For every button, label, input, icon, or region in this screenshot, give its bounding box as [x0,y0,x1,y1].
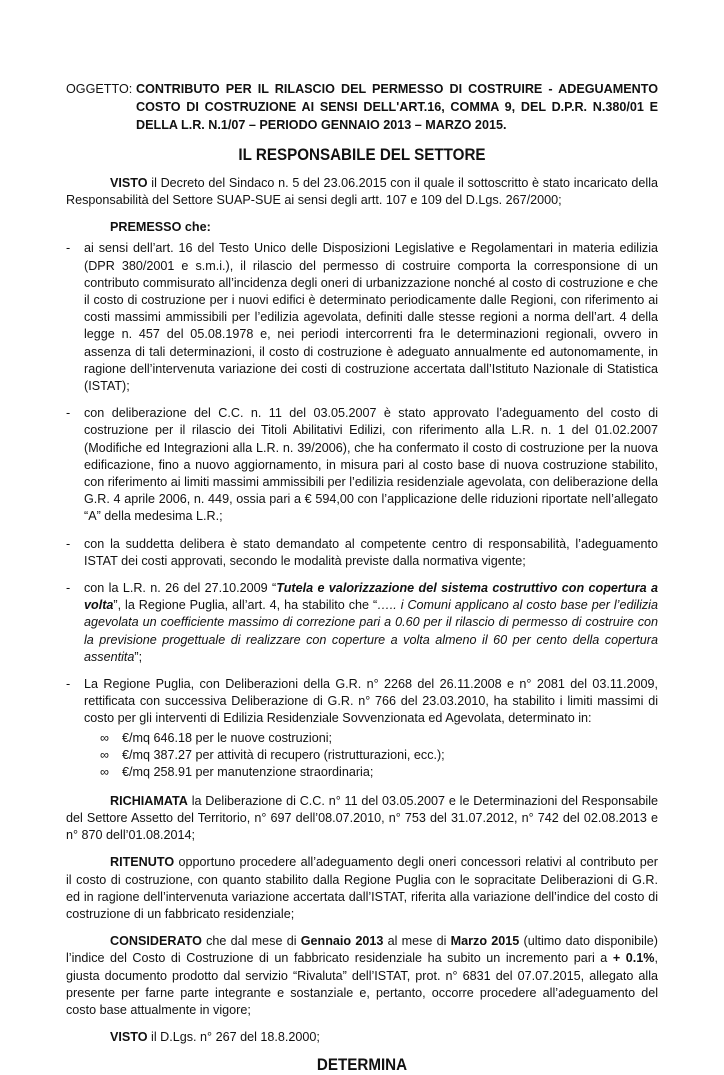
visto-dlgs-label: VISTO [110,1030,148,1045]
subject-label: OGGETTO: [66,82,133,96]
cost-limit-text: €/mq 258.91 per manutenzione straordinaria; [122,764,374,779]
considerato-text-3: (ultimo dato disponibile) l’indice del Costo di Costruzione di un fabbricato residenziale ha subito un incremento pari a [66,934,658,966]
premesso-item [66,405,658,525]
law-reference: con la L.R. n. 26 del 27.10.2009 “ [84,581,277,596]
premesso-item-text: con la suddetta delibera è stato demandato al competente centro di responsabilità, l’adeguamento ISTAT dei costi approvati, secondo le modalità previste dalla normativa vigente; [84,536,658,568]
richiamata-text: la Deliberazione di C.C. n° 11 del 03.05.2007 e le Determinazioni del Responsabile del Settore Assetto del Territorio, n° 697 dell’08.07.2010, n° 753 del 31.07.2012, n° 742 del 02.08.2013 e n° 870 dell’01.08.2014; [66,793,658,843]
subject-block [66,80,658,134]
infinity-bullet-icon: ∞ [100,730,109,745]
ritenuto-text: opportuno procedere all’adeguamento degli oneri concessori relativi al contributo per il costo di costruzione, con quanto stabilito dalla Regione Puglia con le sopracitate Deliberazioni di G.R. ed in ragione dell’intervenuta variazione accertata dall’ISTAT, riferita alla variazione dell’indice del costo di costruzione di un fabbricato residenziale; [66,855,658,921]
determina-heading: DETERMINA [316,1056,408,1075]
considerato-paragraph [66,933,658,1019]
premesso-suffix: che: [181,220,211,235]
considerato-text-4: , giusta documento prodotto dal servizio “Rivaluta” dell’ISTAT, prot. n° 6831 del 07.07.2015, allegato alla presente per farne parte integrante e sostanziale e, pertanto, occorre procedere all’adeguamento del costo base attualmente in vigore; [66,951,658,1017]
ritenuto-label: RITENUTO [110,855,175,870]
end-period: Marzo 2015 [450,934,520,949]
premesso-label: PREMESSO [110,220,182,235]
visto-dlgs-paragraph [66,1029,658,1046]
premesso-heading [110,219,658,236]
premesso-item [66,536,658,570]
richiamata-label: RICHIAMATA [110,793,188,808]
visto-text: il Decreto del Sindaco n. 5 del 23.06.2015 con il quale il sottoscritto è stato incaricato della Responsabilità del Settore SUAP-SUE ai sensi degli artt. 107 e 109 del D.Lgs. 267/2000; [66,176,658,208]
cost-limit-text: €/mq 387.27 per attività di recupero (ristrutturazioni, ecc.); [122,747,445,762]
start-period: Gennaio 2013 [300,934,384,949]
premesso-item [66,580,658,666]
cost-limit-item [66,730,658,747]
infinity-bullet-icon: ∞ [100,764,109,779]
premesso-item [66,676,658,728]
ritenuto-paragraph [66,854,658,923]
visto-label: VISTO [110,176,148,190]
cost-limit-text: €/mq 646.18 per le nuove costruzioni; [122,730,333,745]
considerato-label: CONSIDERATO [110,934,202,949]
law-title: Tutela e valorizzazione del sistema costruttivo con copertura a volta [84,581,658,613]
dash-bullet: - [66,406,71,421]
subject-text: CONTRIBUTO PER IL RILASCIO DEL PERMESSO DI COSTRUIRE - ADEGUAMENTO COSTO DI COSTRUZIONE AI SENSI DELL'ART.16, COMMA 9, DEL D.P.R. N.380/01 E DELLA L.R. N.1/07 – PERIODO GENNAIO 2013 – MARZO 2015. [136,82,658,132]
considerato-text-2: al mese di [383,934,451,949]
law-quote: ….. i Comuni applicano al costo base per l’edilizia agevolata un coefficiente massimo di correzione pari a 0.60 per il rilascio di permesso di costruire con la previsione progettuale di realizzare con coperture a volta almeno il 60 per cento della copertura assentita [84,598,658,664]
document-page [66,80,658,1075]
visto-dlgs-text: il D.Lgs. n° 267 del 18.8.2000; [147,1030,320,1045]
considerato-text-1: che dal mese di [201,934,301,949]
section-heading: IL RESPONSABILE DEL SETTORE [238,146,486,164]
premesso-item-text: ai sensi dell’art. 16 del Testo Unico delle Disposizioni Legislative e Regolamentari in materia edilizia (DPR 380/2001 e s.m.i.), il rilascio del permesso di costruire comporta la corresponsione di un contributo commisurato all’incidenza degli oneri di urbanizzazione nonché al costo di costruzione e che il costo di costruzione per i nuovi edifici è determinato periodicamente dalle Regioni, con riferimento ai costi massimi ammissibili per l’edilizia agevolata, definiti dalle stesse regioni a norma dell’art. 4 della legge n. 457 del 05.08.1978 e, nei periodi intercorrenti fra le determinazioni regionali, ovvero in assenza di tali determinazioni, il costo di costruzione è adeguato annualmente ed autonomamente, in ragione dell’intervenuta variazione dei costi di costruzione accertata dall’Istituto Nazionale di Statistica (ISTAT); [84,241,658,394]
premesso-item-text [84,580,658,666]
premesso-item [66,240,658,395]
cost-limits-list [66,730,658,781]
dash-bullet: - [66,581,71,596]
dash-bullet: - [66,241,71,256]
visto-paragraph [66,175,658,209]
premesso-item-text: con deliberazione del C.C. n. 11 del 03.05.2007 è stato approvato l’adeguamento del costo di costruzione per il rilascio dei Titoli Abilitativi Edilizi, con riferimento alla L.R. n. 1 del 01.02.2007 (Modifiche ed Integrazioni alla L.R. n. 39/2006), che ha confermato il costo di costruzione per la nuova edificazione, fino a nuovo aggiornamento, in misura pari al costo base di nuova costruzione stabilito, con riferimento ai limiti massimi ammissibili per l’edilizia residenziale agevolata, con deliberazione della G.R. 4 aprile 2006, n. 449, ossia pari a € 594,00 con l’applicazione delle riduzioni riportate nell’allegato “A” della medesima L.R.; [84,406,658,524]
cost-limit-item [66,747,658,764]
richiamata-paragraph [66,793,658,845]
cost-limit-item [66,764,658,781]
dash-bullet: - [66,536,71,551]
dash-bullet: - [66,677,71,692]
premesso-item-text: La Regione Puglia, con Deliberazioni della G.R. n° 2268 del 26.11.2008 e n° 2081 del 03.11.2009, rettificata con successiva Deliberazione di G.R. n° 766 del 23.03.2010, ha stabilito i limiti massimi di costo per gli interventi di Edilizia Residenziale Sovvenzionata ed Agevolata, determinato in: [84,677,658,726]
infinity-bullet-icon: ∞ [100,747,109,762]
law-reference-end: ”; [134,649,143,664]
law-reference-mid: ”, la Regione Puglia, all’art. 4, ha stabilito che “ [113,598,378,613]
increment-value: + 0.1% [612,951,655,966]
